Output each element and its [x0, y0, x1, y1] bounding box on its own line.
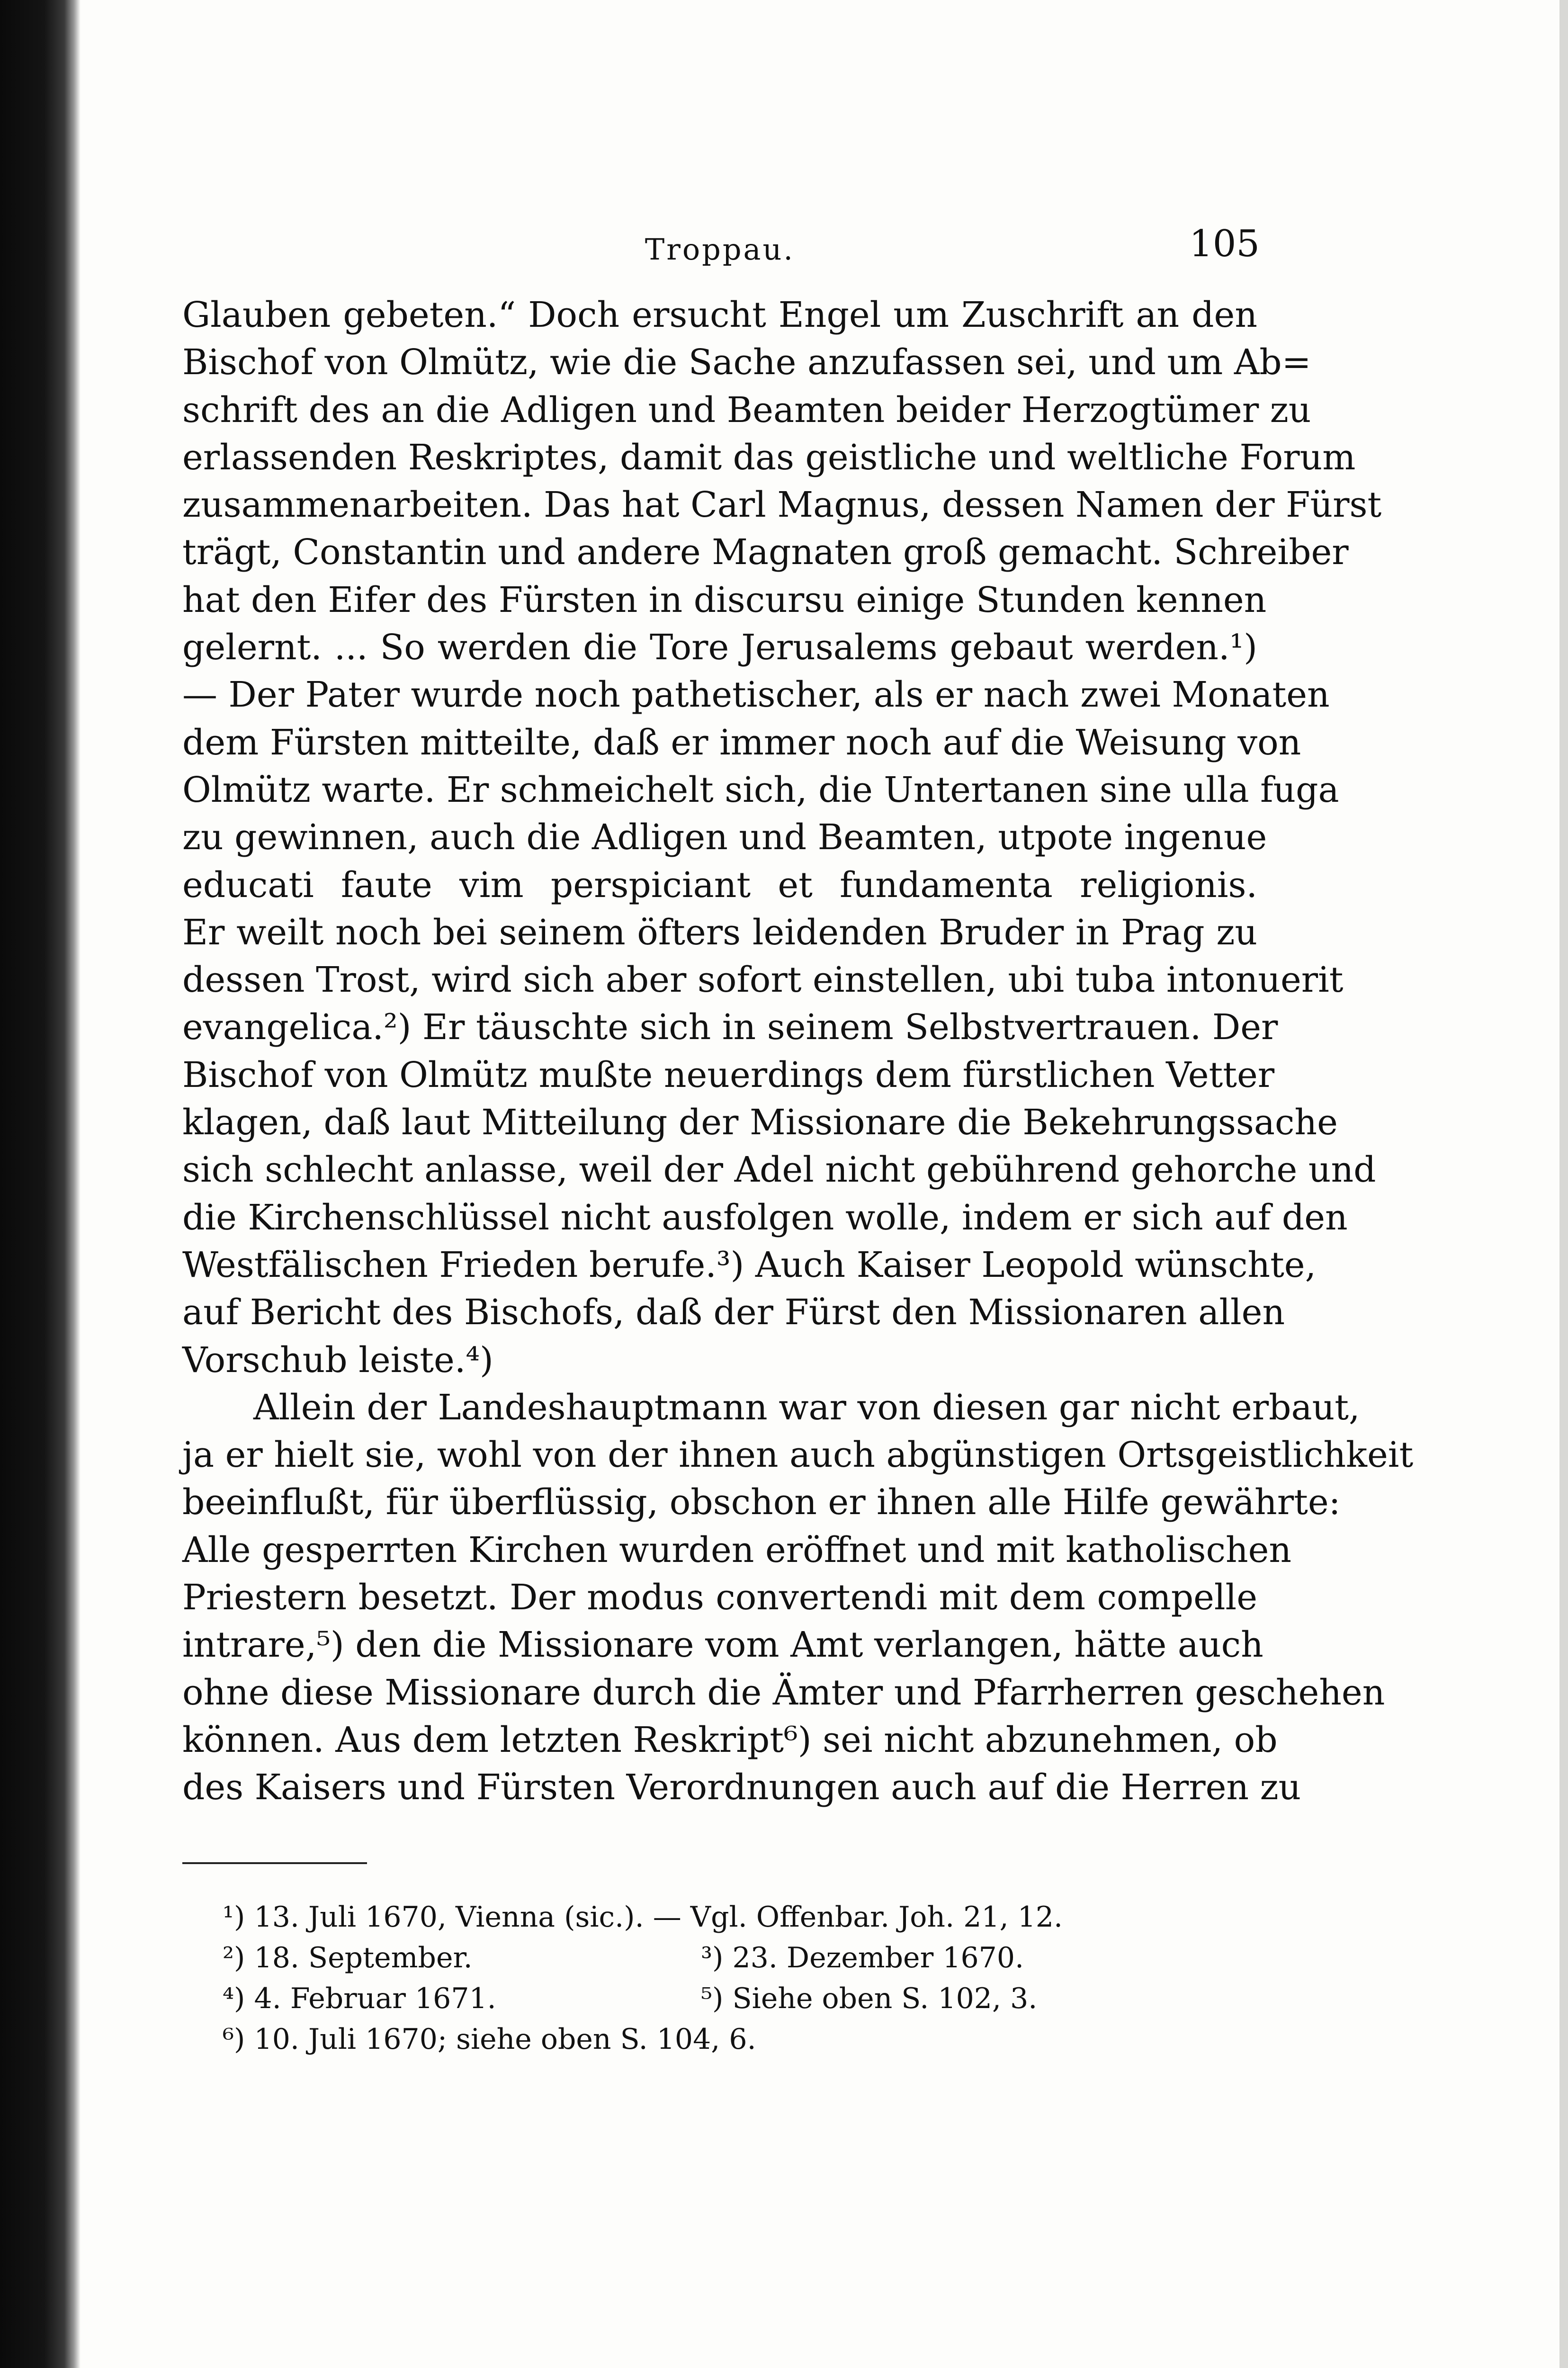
text-line: Bischof von Olmütz, wie die Sache anzufassen sei, und um Ab=: [182, 342, 1311, 383]
text-line: schrift des an die Adligen und Beamten beider Herzogtümer zu: [182, 389, 1311, 431]
text-line: — Der Pater wurde noch pathetischer, als er nach zwei Monaten: [182, 674, 1330, 716]
text-line: Priestern besetzt. Der modus convertendi mit dem compelle: [182, 1577, 1257, 1618]
footnote-3: ³) 23. Dezember 1670.: [701, 1941, 1024, 1974]
footnote-2: ²) 18. September.: [223, 1941, 473, 1974]
text-line: Westfälischen Frieden berufe.³) Auch Kaiser Leopold wünschte,: [182, 1244, 1317, 1285]
footnote-row: [223, 2019, 1217, 2060]
text-line: Glauben gebeten.“ Doch ersucht Engel um Zuschrift an den: [182, 295, 1257, 335]
text-line: intrare,⁵) den die Missionare vom Amt verlangen, hätte auch: [182, 1624, 1263, 1666]
footnote-row: [223, 1978, 1217, 2019]
main-text: [182, 291, 1414, 1812]
text-line: zusammenarbeiten. Das hat Carl Magnus, dessen Namen der Fürst: [182, 484, 1382, 526]
text-line: erlassenden Reskriptes, damit das geistliche und weltliche Forum: [182, 437, 1356, 478]
text-line: sich schlecht anlasse, weil der Adel nicht gebührend gehorche und: [182, 1149, 1376, 1191]
paragraph-start-line: Allein der Landeshauptmann war von diesen gar nicht erbaut,: [253, 1387, 1360, 1428]
text-line: die Kirchenschlüssel nicht ausfolgen wolle, indem er sich auf den: [182, 1197, 1348, 1238]
text-line: auf Bericht des Bischofs, daß der Fürst den Missionaren allen: [182, 1292, 1285, 1333]
text-line: trägt, Constantin und andere Magnaten groß gemacht. Schreiber: [182, 532, 1349, 573]
text-line: des Kaisers und Fürsten Verordnungen auch auf die Herren zu: [182, 1767, 1301, 1808]
running-head: [180, 223, 1260, 275]
paragraph-end-line: Vorschub leiste.⁴): [182, 1339, 493, 1381]
text-line: Alle gesperrten Kirchen wurden eröffnet und mit katholischen: [182, 1529, 1292, 1570]
text-line: beeinflußt, für überflüssig, obschon er ihnen alle Hilfe gewährte:: [182, 1482, 1341, 1523]
text-line: dem Fürsten mitteilte, daß er immer noch auf die Weisung von: [182, 722, 1301, 763]
page-number: 105: [1189, 223, 1260, 265]
text-line: evangelica.²) Er täuschte sich in seinem Selbstvertrauen. Der: [182, 1007, 1278, 1048]
text-line: Er weilt noch bei seinem öfters leidenden Bruder in Prag zu: [182, 912, 1257, 953]
footnote-1: ¹) 13. Juli 1670, Vienna (sic.). — Vgl. Offenbar. Joh. 21, 12.: [223, 1901, 1063, 1934]
footnote-row: [223, 1897, 1217, 1937]
text-line: Bischof von Olmütz mußte neuerdings dem fürstlichen Vetter: [182, 1054, 1275, 1095]
text-line: klagen, daß laut Mitteilung der Missionare die Bekehrungssache: [182, 1102, 1338, 1143]
footnote-5: ⁵) Siehe oben S. 102, 3.: [701, 1982, 1038, 2015]
text-line: hat den Eifer des Fürsten in discursu einige Stunden kennen: [182, 579, 1267, 620]
text-line: können. Aus dem letzten Reskript⁶) sei nicht abzunehmen, ob: [182, 1719, 1278, 1760]
footnote-4: ⁴) 4. Februar 1671.: [223, 1982, 496, 2015]
text-line: zu gewinnen, auch die Adligen und Beamten, utpote ingenue: [182, 817, 1267, 858]
footnote-row: [223, 1937, 1217, 1978]
page-edge: [1559, 0, 1568, 2368]
footnote-6: ⁶) 10. Juli 1670; siehe oben S. 104, 6.: [223, 2023, 756, 2056]
text-line: educati faute vim perspiciant et fundamenta religionis.: [182, 864, 1257, 906]
text-line: dessen Trost, wird sich aber sofort einstellen, ubi tuba intonuerit: [182, 960, 1344, 1001]
footnote-divider: [182, 1862, 367, 1864]
text-line: gelernt. ... So werden die Tore Jerusalems gebaut werden.¹): [182, 627, 1257, 668]
text-line: ja er hielt sie, wohl von der ihnen auch abgünstigen Ortsgeistlichkeit: [182, 1435, 1414, 1476]
binding-shadow: [0, 0, 81, 2368]
footnotes: [223, 1897, 1217, 2060]
text-line: ohne diese Missionare durch die Ämter und Pfarrherren geschehen: [182, 1672, 1385, 1713]
text-line: Olmütz warte. Er schmeichelt sich, die Untertanen sine ulla fuga: [182, 769, 1339, 810]
running-title: Troppau.: [645, 232, 795, 267]
